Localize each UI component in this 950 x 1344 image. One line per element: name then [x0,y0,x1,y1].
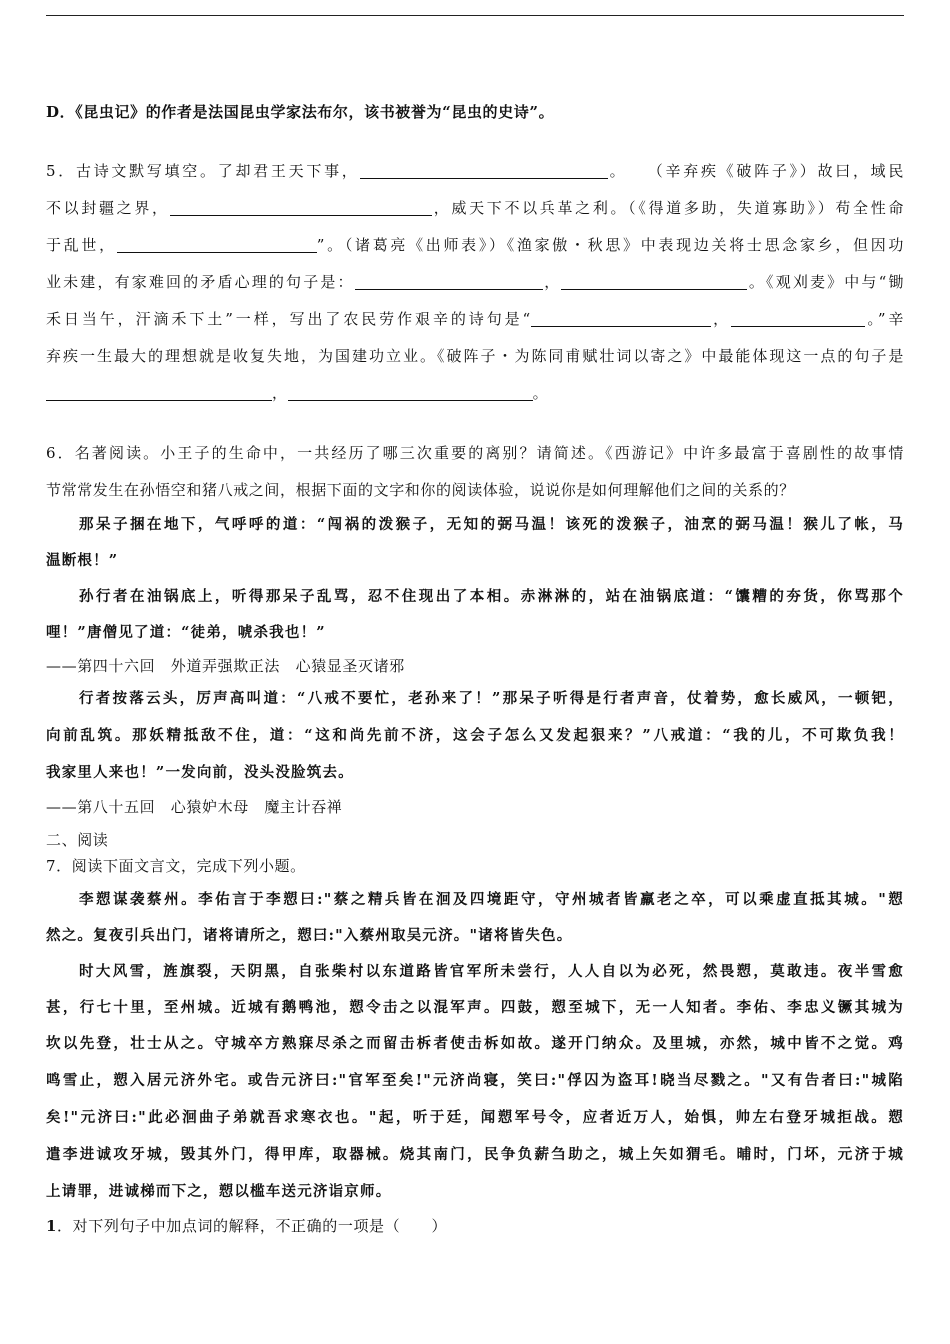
classical-text-line: 上请罪，进诚梯而下之，愬以槛车送元济诣京师。 [46,1183,392,1200]
fill-blank[interactable] [288,385,533,401]
q5-line-2: 不以封疆之界， ，威天下不以兵革之利。（《得道多助，失道寡助》）苟全性命 [46,199,904,217]
fill-blank[interactable] [170,200,432,216]
excerpt-source: ——第四十六回 外道弄强欺正法 心猿显圣灭诸邪 [46,657,405,675]
excerpt-line: 行者按落云头，厉声高叫道：“八戒不要忙，老孙来了！”那呆子听得是行者声音，仗着势，愈长威风，一顿钯， [79,690,904,707]
fill-blank[interactable] [731,311,865,327]
excerpt-source: ——第八十五回 心猿妒木母 魔主计吞禅 [46,798,343,816]
sub-question-1: 1．对下列句子中加点词的解释，不正确的一项是（ ） [46,1217,448,1235]
excerpt-line: 那呆子捆在地下，气呼呼的道：“闯祸的泼猴子，无知的弼马温！该死的泼猴子，油烹的弼马温！猴儿了帐，马 [79,516,904,533]
fill-blank[interactable] [561,274,747,290]
option-d: D．《昆虫记》的作者是法国昆虫学家法布尔，该书被誉为“昆虫的史诗”。 [46,103,555,121]
classical-text-line: 时大风雪，旌旗裂，天阴黑，自张柴村以东道路皆官军所未尝行，人人自以为必死，然畏愬，莫敢违。夜半雪愈 [79,963,904,980]
q5-line-5: 禾日当午，汗滴禾下土”一样，写出了农民劳作艰辛的诗句是“ ， 。”辛 [46,310,905,328]
excerpt-line: 温断根！” [46,552,119,569]
fill-blank[interactable] [355,274,543,290]
q6-line-1: 6．名著阅读。小王子的生命中，一共经历了哪三次重要的离别？请简述。《西游记》中许多最富于喜剧性的故事情 [46,444,904,462]
excerpt-line: 孙行者在油锅底上，听得那呆子乱骂，忍不住现出了本相。赤淋淋的，站在油锅底道：“馕糟的夯货，你骂那个 [79,588,904,605]
question-number: 1 [46,1217,58,1235]
excerpt-line: 我家里人来也！”一发向前，没头没脸筑去。 [46,764,354,781]
fill-blank[interactable] [531,311,711,327]
fill-blank[interactable] [360,163,608,179]
classical-text-line: 李愬谋袭蔡州。李佑言于李愬曰:"蔡之精兵皆在洄及四境距守，守州城者皆羸老之卒，可以乘虚直抵其城。"愬 [79,891,904,908]
excerpt-line: 哩！”唐僧见了道：“徒弟，唬杀我也！” [46,624,326,641]
classical-text-line: 遣李进诚攻牙城，毁其外门，得甲库，取器械。烧其南门，民争负薪刍助之，城上矢如猬毛。晡时，门坏，元济于城 [46,1146,904,1163]
q5-line-1: 5．古诗文默写填空。了却君王天下事， 。 （辛弃疾《破阵子》）故曰，域民 [46,162,904,180]
q5-line-4: 业未建，有家难回的矛盾心理的句子是： ， 。《观刈麦》中与“锄 [46,273,904,291]
classical-text-line: 甚，行七十里，至州城。近城有鹅鸭池，愬令击之以混军声。四鼓，愬至城下，无一人知者。李佑、李忠义镢其城为 [46,999,904,1016]
excerpt-line: 向前乱筑。那妖精抵敌不住，道：“这和尚先前不济，这会子怎么又发起狠来？”八戒道：“我的儿，不可欺负我！ [46,727,904,744]
q5-line-7: ， 。 [46,382,548,404]
section-heading: 二、阅读 [46,831,109,849]
q5-line-3: 于乱世， ”。（诸葛亮《出师表》）《渔家傲・秋思》中表现边关将士思念家乡，但因功 [46,236,904,254]
q6-line-2: 节常常发生在孙悟空和猪八戒之间，根据下面的文字和你的阅读体验，说说你是如何理解他们之间的关系的？ [46,481,795,499]
classical-text-line: 矣!"元济曰:"此必洄曲子弟就吾求寒衣也。"起，听于廷，闻愬军号令，应者近万人，始惧，帅左右登牙城拒战。愬 [46,1109,904,1126]
classical-text-line: 坎以先登，壮士从之。守城卒方熟寐尽杀之而留击柝者使击柝如故。遂开门纳众。及里城，亦然，城中皆不之觉。鸡 [46,1035,904,1052]
fill-blank[interactable] [117,237,317,253]
fill-blank[interactable] [46,385,272,401]
classical-text-line: 鸣雪止，愬入居元济外宅。或告元济曰:"官军至矣!"元济尚寝，笑曰:"俘囚为盗耳!晓当尽戮之。"又有告者曰:"城陷 [46,1072,904,1089]
header-rule [46,15,904,16]
q5-line-6: 弃疾一生最大的理想就是收复失地，为国建功立业。《破阵子・为陈同甫赋壮词以寄之》中最能体现这一点的句子是 [46,347,904,365]
q7-heading: 7．阅读下面文言文，完成下列小题。 [46,857,306,875]
classical-text-line: 然之。复夜引兵出门，诸将请所之，愬曰:"入蔡州取吴元济。"诸将皆失色。 [46,927,573,944]
